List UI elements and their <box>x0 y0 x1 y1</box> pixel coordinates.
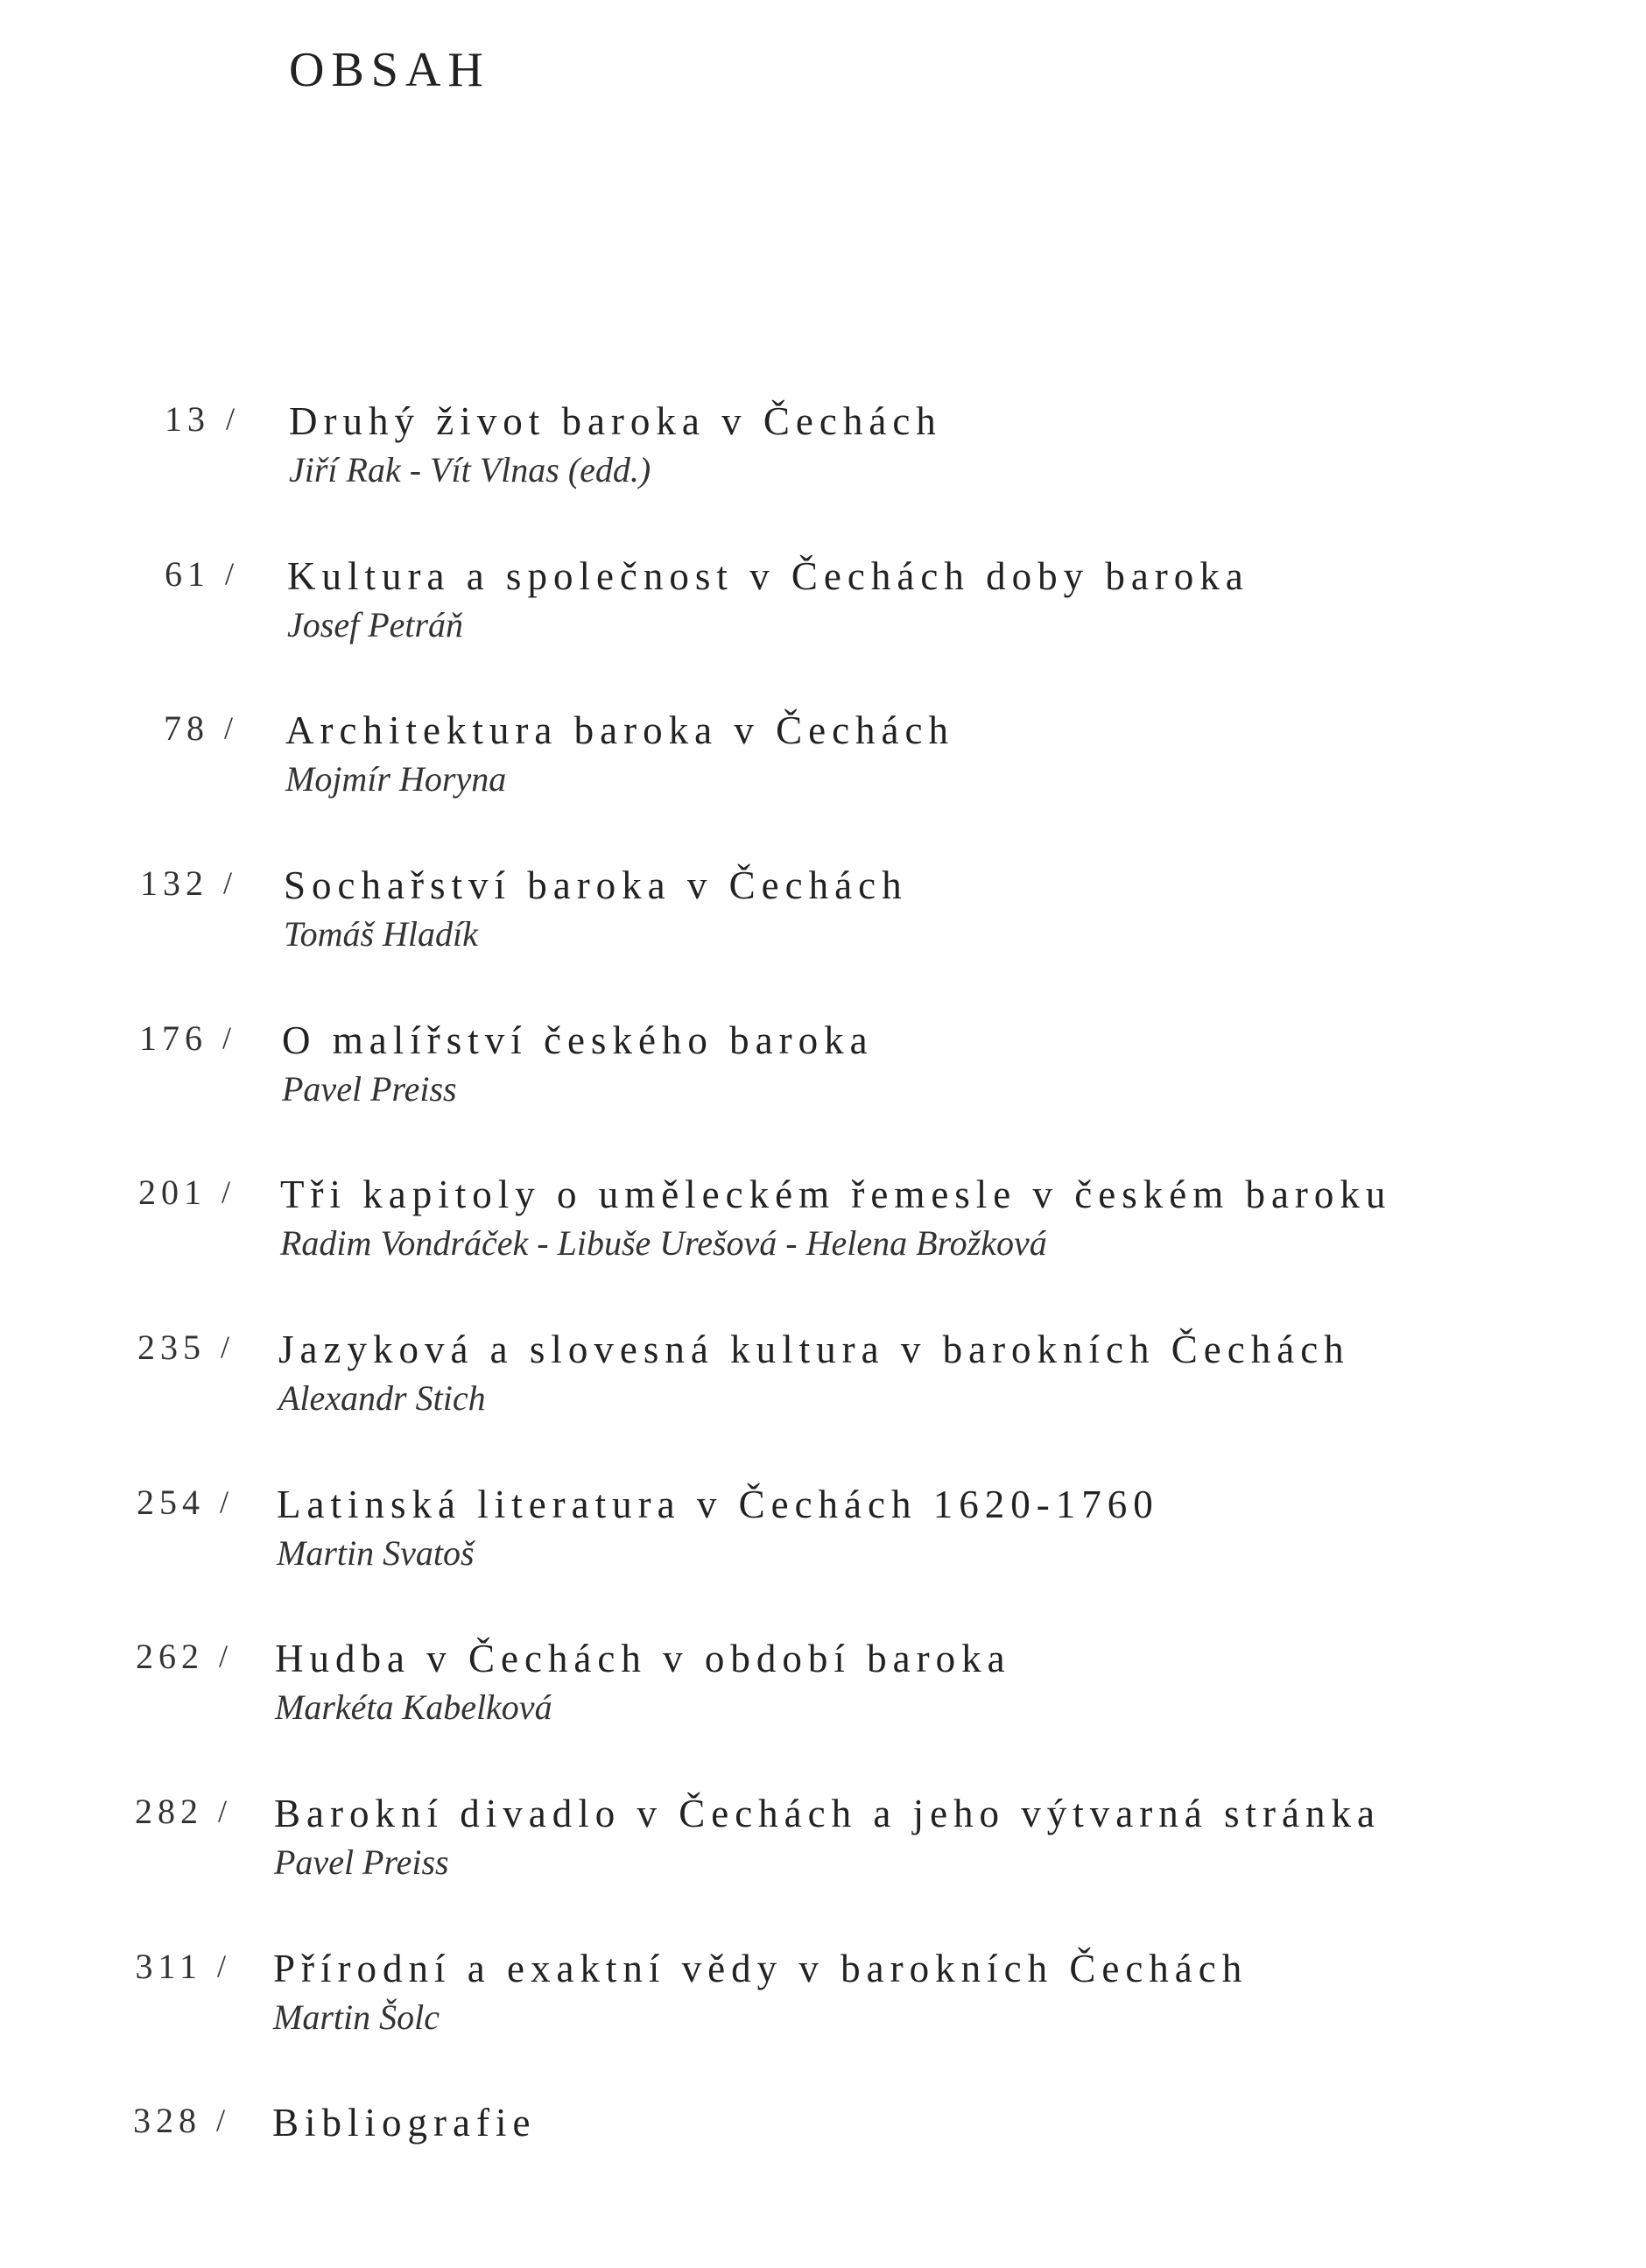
toc-separator: / <box>217 1948 227 1983</box>
toc-page-number: 132 <box>140 863 208 903</box>
toc-page-number: 254 <box>137 1483 205 1522</box>
toc-page-number: 61 <box>165 554 210 594</box>
toc-chapter-title[interactable]: Hudba v Čechách v období baroka <box>275 1637 1011 1680</box>
toc-separator: / <box>221 1329 230 1364</box>
toc-chapter-author: Josef Petráň <box>287 605 464 644</box>
toc-page-number: 13 <box>165 399 210 439</box>
toc-chapter-author: Martin Šolc <box>273 1997 440 2037</box>
toc-chapter-title[interactable]: Jazyková a slovesná kultura v barokních Čechách <box>278 1328 1350 1371</box>
toc-page-number: 311 <box>135 1947 202 1986</box>
toc-separator: / <box>222 1174 231 1209</box>
toc-page-number: 328 <box>133 2101 201 2140</box>
toc-separator: / <box>225 556 235 591</box>
toc-page-number: 235 <box>137 1328 206 1367</box>
toc-chapter-author: Mojmír Horyna <box>285 759 507 799</box>
toc-chapter-author: Pavel Preiss <box>282 1069 457 1109</box>
toc-page-number: 78 <box>164 708 209 748</box>
toc-page-number: 176 <box>139 1018 208 1058</box>
toc-chapter-author: Alexandr Stich <box>278 1378 486 1418</box>
toc-chapter-title[interactable]: Latinská literatura v Čechách 1620-1760 <box>277 1483 1159 1526</box>
toc-chapter-author: Radim Vondráček - Libuše Urešová - Helena Brožková <box>280 1223 1047 1263</box>
toc-page-number: 262 <box>136 1637 204 1676</box>
toc-chapter-title[interactable]: Architektura baroka v Čechách <box>285 708 954 752</box>
toc-separator: / <box>216 2102 226 2138</box>
toc-chapter-author: Markéta Kabelková <box>275 1687 552 1727</box>
toc-chapter-title[interactable]: Barokní divadlo v Čechách a jeho výtvarná stránka <box>274 1792 1381 1835</box>
toc-chapter-title[interactable]: Kultura a společnost v Čechách doby baroka <box>287 554 1249 598</box>
toc-chapter-author: Tomáš Hladík <box>284 914 478 954</box>
toc-chapter-title[interactable]: O malířství českého baroka <box>282 1018 874 1062</box>
page-title: OBSAH <box>289 43 490 97</box>
toc-separator: / <box>218 1793 228 1828</box>
toc-separator: / <box>224 710 234 745</box>
toc-separator: / <box>220 1484 229 1519</box>
toc-chapter-author: Martin Svatoš <box>277 1533 475 1573</box>
toc-chapter-title[interactable]: Přírodní a exaktní vědy v barokních Čechách <box>273 1947 1249 1990</box>
toc-chapter-title[interactable]: Bibliografie <box>272 2101 537 2145</box>
toc-separator: / <box>222 1020 232 1055</box>
toc-page-number: 201 <box>138 1173 207 1212</box>
toc-chapter-title[interactable]: Druhý život baroka v Čechách <box>289 399 942 443</box>
toc-chapter-title[interactable]: Sochařství baroka v Čechách <box>284 863 908 907</box>
toc-separator: / <box>226 401 236 436</box>
toc-separator: / <box>219 1638 229 1673</box>
toc-separator: / <box>223 865 233 900</box>
toc-chapter-title[interactable]: Tři kapitoly o uměleckém řemesle v českém baroku <box>280 1173 1392 1216</box>
toc-page-number: 282 <box>135 1792 203 1831</box>
toc-chapter-author: Pavel Preiss <box>274 1842 449 1882</box>
toc-chapter-author: Jiří Rak - Vít Vlnas (edd.) <box>289 450 651 490</box>
